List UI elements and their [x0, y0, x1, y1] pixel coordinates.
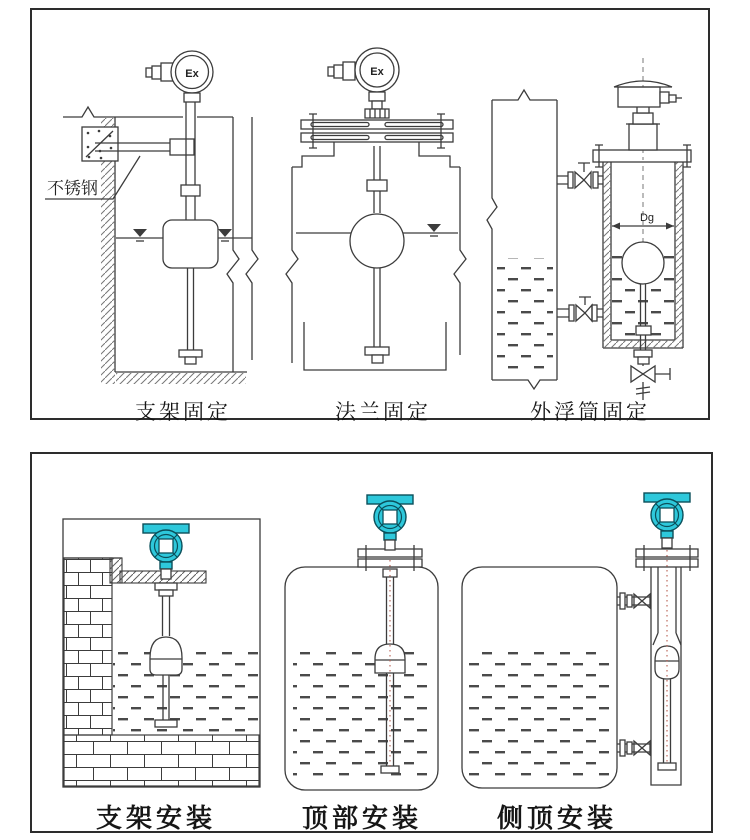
- cable-gland-icon: [334, 65, 343, 78]
- diagram-bracket-install: [63, 519, 260, 787]
- dg-dimension: [612, 212, 674, 230]
- drain-valve: [631, 350, 670, 400]
- float-rod: [163, 596, 170, 636]
- caption-external-chamber-fixed: 外浮筒固定: [530, 401, 650, 424]
- ex-label: Ex: [185, 68, 199, 80]
- pipe-coupling: [181, 185, 200, 196]
- guide-pipe: [186, 102, 195, 220]
- head-neck: [369, 92, 385, 101]
- brick-floor: [64, 735, 259, 786]
- float-rod: [188, 268, 194, 350]
- stainless-steel-note: 不锈钢: [47, 179, 98, 198]
- float: [150, 637, 182, 675]
- diagram-side-top-install: [462, 493, 698, 788]
- rod-end-stop: [658, 763, 676, 770]
- cable-gland-icon: [146, 68, 152, 77]
- mounting-flange: [636, 545, 698, 571]
- water-fill: [293, 651, 430, 782]
- pipe-clamp: [170, 139, 194, 155]
- caption-bracket-fixed: 支架固定: [135, 401, 231, 424]
- rod-end-stop: [179, 350, 202, 357]
- rod-coupling: [636, 326, 651, 335]
- water-level-marker: [427, 224, 441, 236]
- diagram-external-chamber-fixed: [487, 58, 691, 400]
- isolation-valve-bottom: [557, 297, 603, 321]
- rod-end-stop: [155, 720, 177, 727]
- cable-gland-icon: [328, 67, 334, 76]
- caption-top-install: 顶部安装: [301, 803, 422, 833]
- cable-gland-icon: [152, 66, 161, 79]
- ground-hatch: [116, 373, 246, 384]
- head-neck: [184, 93, 200, 102]
- cable-gland-icon: [660, 92, 669, 103]
- ex-transmitter-head: [146, 51, 213, 93]
- brick-wall: [64, 558, 112, 735]
- tank-liquid-fill: [497, 258, 553, 376]
- diagram-flange-fixed: [286, 48, 466, 370]
- pipe-clamp: [159, 590, 173, 596]
- cable-gland-icon: [669, 95, 676, 102]
- connection-valve-bottom: [617, 740, 651, 756]
- rod-end-tail: [372, 355, 383, 363]
- ex-transmitter-head: [328, 48, 399, 92]
- caption-flange-fixed: 法兰固定: [335, 401, 431, 424]
- diagram-bracket-fixed: [45, 51, 258, 384]
- ball-float: [350, 214, 404, 268]
- float: [375, 644, 405, 673]
- water-fill: [113, 644, 258, 734]
- float: [163, 220, 218, 268]
- water-fill: [469, 649, 610, 782]
- rod-coupling: [367, 180, 387, 191]
- junction-box-head: [614, 81, 682, 150]
- caption-side-top-install: 侧顶安装: [496, 803, 617, 833]
- rod-end-stop: [365, 347, 389, 355]
- caption-bracket-install: 支架安装: [95, 803, 216, 833]
- flange-bolts: [309, 114, 445, 148]
- top-panel: [30, 8, 710, 424]
- transmitter-head: [644, 493, 690, 548]
- float-rod: [374, 268, 380, 347]
- pipe-clamp: [155, 583, 177, 590]
- rod-end-stop: [381, 766, 399, 773]
- connection-valve-top: [617, 593, 651, 609]
- diagram-top-install: [285, 495, 438, 790]
- tank-wall-lines: [227, 117, 258, 372]
- ex-label: Ex: [370, 66, 384, 78]
- top-panel-drawing: [32, 10, 708, 418]
- ball-float: [622, 242, 664, 284]
- bottom-panel: [30, 452, 713, 833]
- transmitter-head: [367, 495, 413, 550]
- head-neck: [372, 101, 382, 109]
- dg-label: Dg: [639, 212, 655, 224]
- mounting-flange: [301, 114, 453, 148]
- bottom-panel-drawing: [32, 454, 711, 831]
- rod-end-tail: [185, 357, 196, 364]
- cable-entry-icon: [343, 62, 355, 80]
